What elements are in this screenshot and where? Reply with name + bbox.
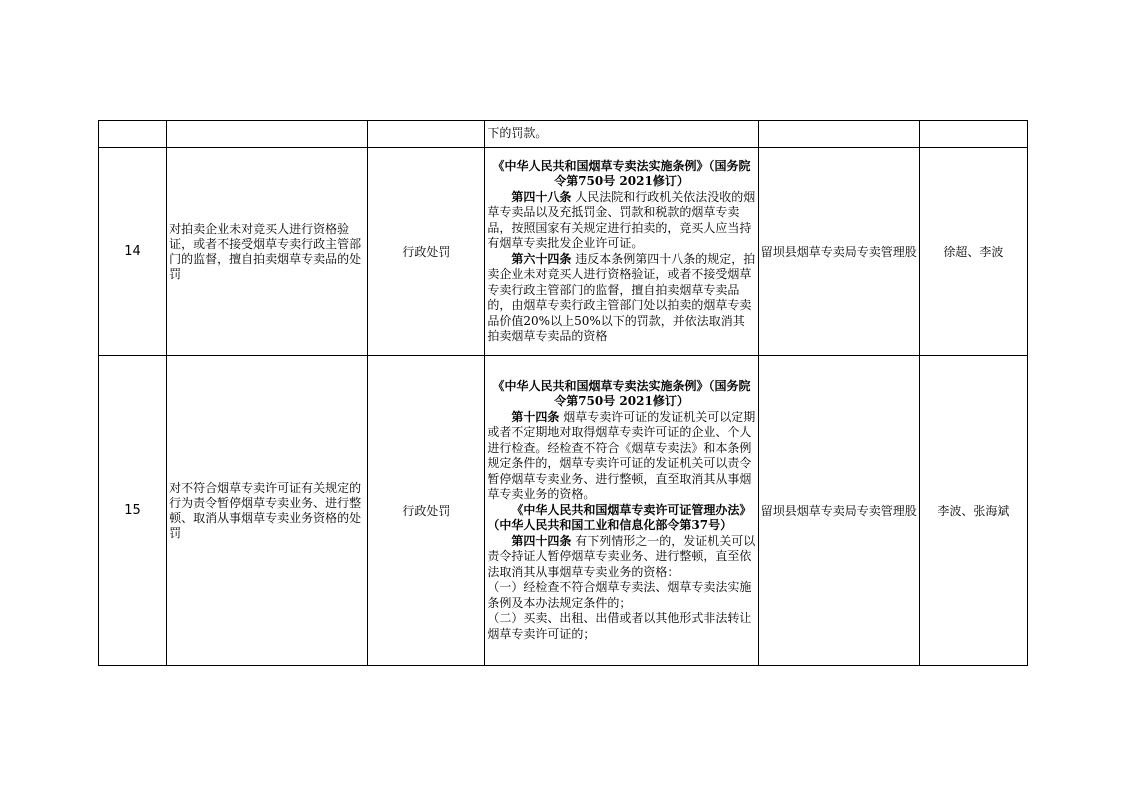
article-text: 烟草专卖许可证的发证机关可以定期或者不定期地对取得烟草专卖许可证的企业、个人进行检查。经检查不符合《烟草专卖法》和本条例规定条件的，烟草专卖许可证的发证机关可以责令暂停烟草专卖业务、进行整顿，直至取消其从事烟草专卖业务的资格。: [487, 409, 756, 502]
cell-number: [99, 121, 167, 148]
article-text: 人民法院和行政机关依法没收的烟草专卖品以及充抵罚金、罚款和税款的烟草专卖品，按照国家有关规定进行拍卖的，竞买人应当持有烟草专卖批发企业许可证。: [487, 189, 756, 250]
legal-basis: [485, 356, 758, 666]
penalty-type: 行政处罚: [368, 356, 485, 666]
article-paragraph: [487, 410, 755, 503]
cell-department: [758, 121, 919, 148]
penalty-type: 行政处罚: [368, 148, 485, 356]
law-title: 《中华人民共和国烟草专卖许可证管理办法》（中华人民共和国工业和信息化部令第37号）: [487, 502, 752, 533]
article-paragraph: [487, 190, 755, 252]
responsible-persons: 徐超、李波: [919, 148, 1027, 356]
table-row: [99, 356, 1028, 666]
department: 留坝县烟草专卖局专卖管理股: [758, 356, 919, 666]
enforcement-table: [98, 120, 1028, 666]
article-text: 有下列情形之一的，发证机关可以责令持证人暂停烟草专卖业务、进行整顿，直至依法取消其从事烟草专卖业务的资格：: [487, 533, 756, 579]
table-row: [99, 121, 1028, 148]
article-heading: 第四十四条: [511, 533, 572, 548]
responsible-persons: 李波、张海斌: [919, 356, 1027, 666]
cell-type: [368, 121, 485, 148]
article-text: 违反本条例第四十八条的规定，拍卖企业未对竞买人进行资格验证，或者不接受烟草专卖行政主管部门的监督，擅自拍卖烟草专卖品的，由烟草专卖行政主管部门处以拍卖的烟草专卖品价值20%以上50%以下的罚款，并依法取消其拍卖烟草专卖品的资格: [487, 251, 756, 343]
cell-basis: 下的罚款。: [485, 121, 758, 148]
article-heading: 第六十四条: [511, 251, 572, 266]
article-heading: 第十四条: [511, 409, 560, 424]
table-row: [99, 148, 1028, 356]
law-title: 《中华人民共和国烟草专卖法实施条例》（国务院令第750号 2021修订）: [492, 158, 751, 188]
row-number: 15: [99, 356, 167, 666]
law-title: 《中华人民共和国烟草专卖法实施条例》（国务院令第750号 2021修订）: [492, 378, 751, 409]
row-number: 14: [99, 148, 167, 356]
cell-matter: [167, 121, 368, 148]
list-item: （二）买卖、出租、出借或者以其他形式非法转让烟草专卖许可证的；: [487, 611, 752, 641]
article-paragraph: [487, 534, 755, 581]
list-item: （一）经检查不符合烟草专卖法、烟草专卖法实施条例及本办法规定条件的；: [487, 580, 752, 610]
cell-persons: [919, 121, 1027, 148]
article-heading: 第四十八条: [511, 189, 572, 204]
department: 留坝县烟草专卖局专卖管理股: [758, 148, 919, 356]
matter-text: 对不符合烟草专卖许可证有关规定的行为责令暂停烟草专卖业务、进行整顿、取消从事烟草专卖业务资格的处罚: [167, 356, 368, 666]
article-paragraph: [487, 252, 755, 345]
matter-text: 对拍卖企业未对竞买人进行资格验证，或者不接受烟草专卖行政主管部门的监督，擅自拍卖烟草专卖品的处罚: [167, 148, 368, 356]
legal-basis: [485, 148, 758, 356]
